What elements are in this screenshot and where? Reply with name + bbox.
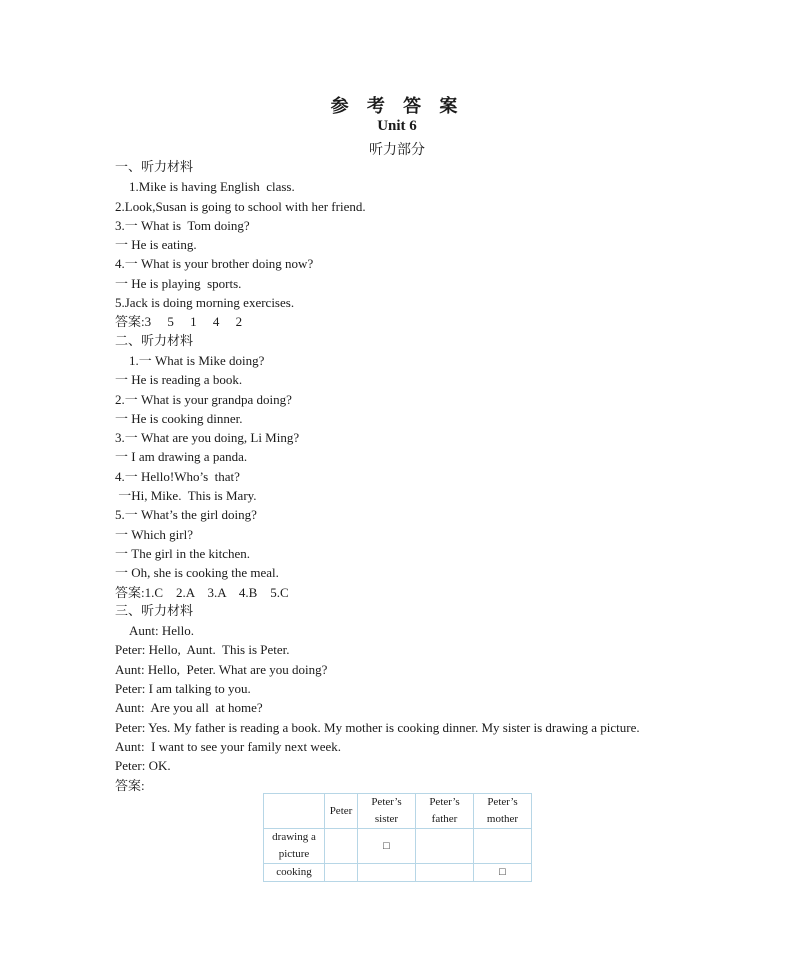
table-header-cell: Peter’s father <box>416 794 474 829</box>
text-line: 4.一 What is your brother doing now? <box>115 256 314 272</box>
table-cell: □ <box>358 829 416 864</box>
text-line: 2.Look,Susan is going to school with her friend. <box>115 198 366 214</box>
text-line: Aunt: Hello, Peter. What are you doing? <box>115 661 328 677</box>
text-line: 3.一 What are you doing, Li Ming? <box>115 430 300 446</box>
text-line: 一 He is reading a book. <box>115 372 243 388</box>
table-row <box>264 829 532 864</box>
text-line: Peter: Yes. My father is reading a book. My mother is cooking dinner. My sister is drawing a picture. <box>115 719 640 735</box>
text-line: 一 Oh, she is cooking the meal. <box>115 565 279 581</box>
table-cell <box>416 829 474 864</box>
section-two-heading: 二、听力材料 <box>115 333 194 349</box>
table-header-row <box>264 794 532 829</box>
section-three-heading: 三、听力材料 <box>115 603 194 619</box>
table-header-cell: Peter’s mother <box>474 794 532 829</box>
text-line: 一 He is eating. <box>115 237 197 253</box>
table-cell <box>358 864 416 882</box>
unit-heading: Unit 6 <box>377 118 417 134</box>
text-line: 一 He is cooking dinner. <box>115 410 243 426</box>
table-header-cell <box>264 794 325 829</box>
table-cell <box>325 829 358 864</box>
table-header-cell: Peter <box>325 794 358 829</box>
section-one-heading: 一、听力材料 <box>115 160 194 175</box>
text-line: 1.Mike is having English class. <box>129 179 295 195</box>
answer-line: 答案: <box>115 777 145 793</box>
text-line: 一 He is playing sports. <box>115 275 242 291</box>
text-line: Peter: I am talking to you. <box>115 681 251 697</box>
text-line: 一Hi, Mike. This is Mary. <box>115 488 257 504</box>
table-cell <box>416 864 474 882</box>
text-line: 一 The girl in the kitchen. <box>115 545 251 561</box>
row-label: drawing a picture <box>264 829 325 864</box>
text-line: 3.一 What is Tom doing? <box>115 217 250 233</box>
text-line: 一 I am drawing a panda. <box>115 449 248 465</box>
answer-line: 答案:3 5 1 4 2 <box>115 314 243 330</box>
text-line: 2.一 What is your grandpa doing? <box>115 391 292 407</box>
section-heading: 听力部分 <box>369 142 425 158</box>
text-line: 5.一 What’s the girl doing? <box>115 507 257 523</box>
table-cell <box>474 829 532 864</box>
table-cell: □ <box>474 864 532 882</box>
text-line: 5.Jack is doing morning exercises. <box>115 295 295 311</box>
text-line: Aunt: Hello. <box>129 623 194 639</box>
text-line: Peter: Hello, Aunt. This is Peter. <box>115 642 290 658</box>
page-title: 参 考 答 案 <box>330 96 464 117</box>
answer-table <box>263 793 532 882</box>
row-label: cooking <box>264 864 325 882</box>
text-line: Aunt: I want to see your family next week. <box>115 738 341 754</box>
text-line: Peter: OK. <box>115 758 171 774</box>
text-line: Aunt: Are you all at home? <box>115 700 263 716</box>
table-row <box>264 864 532 882</box>
answer-body <box>115 158 775 795</box>
text-line: 4.一 Hello!Who’s that? <box>115 468 240 484</box>
table-header-cell: Peter’s sister <box>358 794 416 829</box>
text-line: 一 Which girl? <box>115 526 193 542</box>
table-cell <box>325 864 358 882</box>
answer-line: 答案:1.C 2.A 3.A 4.B 5.C <box>115 584 289 600</box>
text-line: 1.一 What is Mike doing? <box>129 352 265 368</box>
